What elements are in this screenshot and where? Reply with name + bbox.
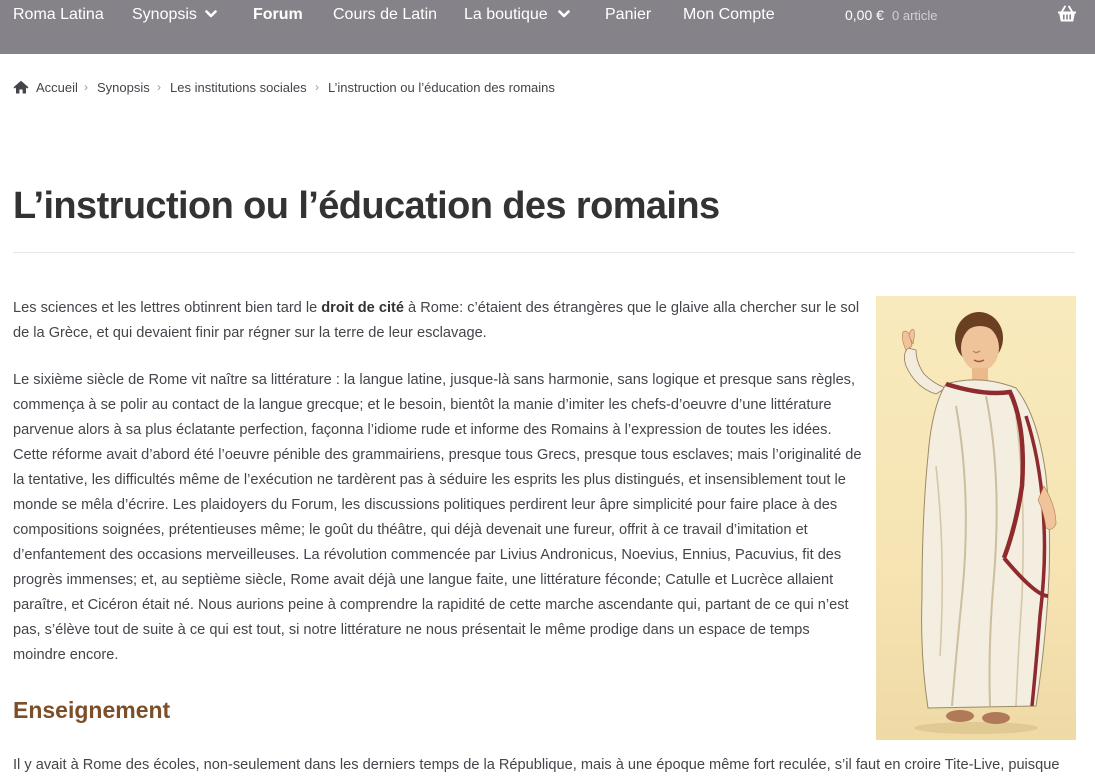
breadcrumb-institutions-link[interactable]: Les institutions sociales (170, 80, 307, 95)
cart-count[interactable]: 0 article (892, 8, 938, 23)
intro-text-start: Les sciences et les lettres obtinrent bien tard le (13, 300, 322, 316)
chevron-right-icon: › (157, 80, 161, 94)
roman-figure-image (876, 296, 1076, 740)
schools-paragraph: Il y avait à Rome des écoles, non-seulement dans les derniers temps de la République, mais à une époque même fort reculée, s’il faut en croire Tite-Live, puisque (13, 757, 1060, 773)
section-heading-enseignement: Enseignement (13, 697, 171, 723)
title-divider (13, 252, 1075, 253)
breadcrumb-home-link[interactable]: Accueil (36, 80, 78, 95)
breadcrumb-current: L’instruction ou l’éducation des romains (328, 80, 555, 95)
intro-emphasis: droit de cité (321, 300, 404, 316)
nav-item-la-boutique[interactable]: La boutique (464, 6, 548, 23)
roman-figure-illustration (876, 296, 1076, 740)
chevron-down-icon[interactable] (558, 9, 570, 19)
intro-paragraph (13, 296, 863, 346)
nav-item-mon-compte[interactable]: Mon Compte (683, 6, 775, 23)
chevron-right-icon: › (315, 80, 319, 94)
cart-total[interactable]: 0,00 € (845, 7, 884, 23)
literature-paragraph: Le sixième siècle de Rome vit naître sa littérature : la langue latine, jusque-là sans harmonie, sans logique et presque sans règles, commença à se polir au contact de la langue grecque; et le besoin, bientôt la manie d’imiter les chefs-d’oeuvre d’une littérature parvenue alors à sa plus éclatante perfection, façonna l’idiome rude et informe des Romains à l’expression de toutes les idées. Cette réforme avait d’abord été l’oeuvre pénible des grammairiens, presque tous Grecs, presque tous esclaves; mais l’originalité de la tentative, les difficultés même de l’exécution ne tardèrent pas à séduire les esprits les plus distingués, et insensiblement tout le monde se mêla d’écrire. Les plaidoyers du Forum, les discussions politiques perdirent leur âpre simplicité pour faire place à des compositions soignées, prétentieuses même; le goût du théâtre, qui déjà devenait une fureur, offrit à ce travail d’imitation et d’enfantement des occasions merveilleuses. La révolution commencée par Livius Andronicus, Noevius, Ennius, Pacuvius, fit des progrès immenses; et, au septième siècle, Rome avait déjà une langue faite, une littérature féconde; Catulle et Lucrèce allaient paraître, et Cicéron était né. Nous aurions peine à comprendre la rapidité de cette marche ascendante qui, partant de ce qui n’est pas, s’élève tout de suite à ce qui est tout, si notre littérature ne nous présentait le même prodige dans un espace de temps moindre encore. (13, 372, 862, 663)
basket-icon[interactable] (1057, 5, 1077, 23)
nav-item-roma-latina[interactable]: Roma Latina (13, 6, 104, 23)
chevron-down-icon[interactable] (205, 9, 217, 19)
nav-item-forum[interactable]: Forum (253, 6, 303, 23)
intro-text-end: à Rome: c’étaient des étrangères que le glaive alla chercher sur le sol de la Grèce, et qui devaient finir par régner sur la terre de leur esclavage. (13, 300, 860, 341)
top-navigation-bar (0, 0, 1095, 54)
nav-item-cours-de-latin[interactable]: Cours de Latin (333, 6, 438, 23)
breadcrumb-synopsis-link[interactable]: Synopsis (97, 80, 150, 95)
page-title: L’instruction ou l’éducation des romains (13, 185, 720, 227)
home-icon[interactable] (13, 80, 29, 94)
chevron-right-icon: › (84, 80, 88, 94)
nav-item-panier[interactable]: Panier (605, 6, 652, 23)
nav-item-synopsis[interactable]: Synopsis (132, 6, 197, 23)
